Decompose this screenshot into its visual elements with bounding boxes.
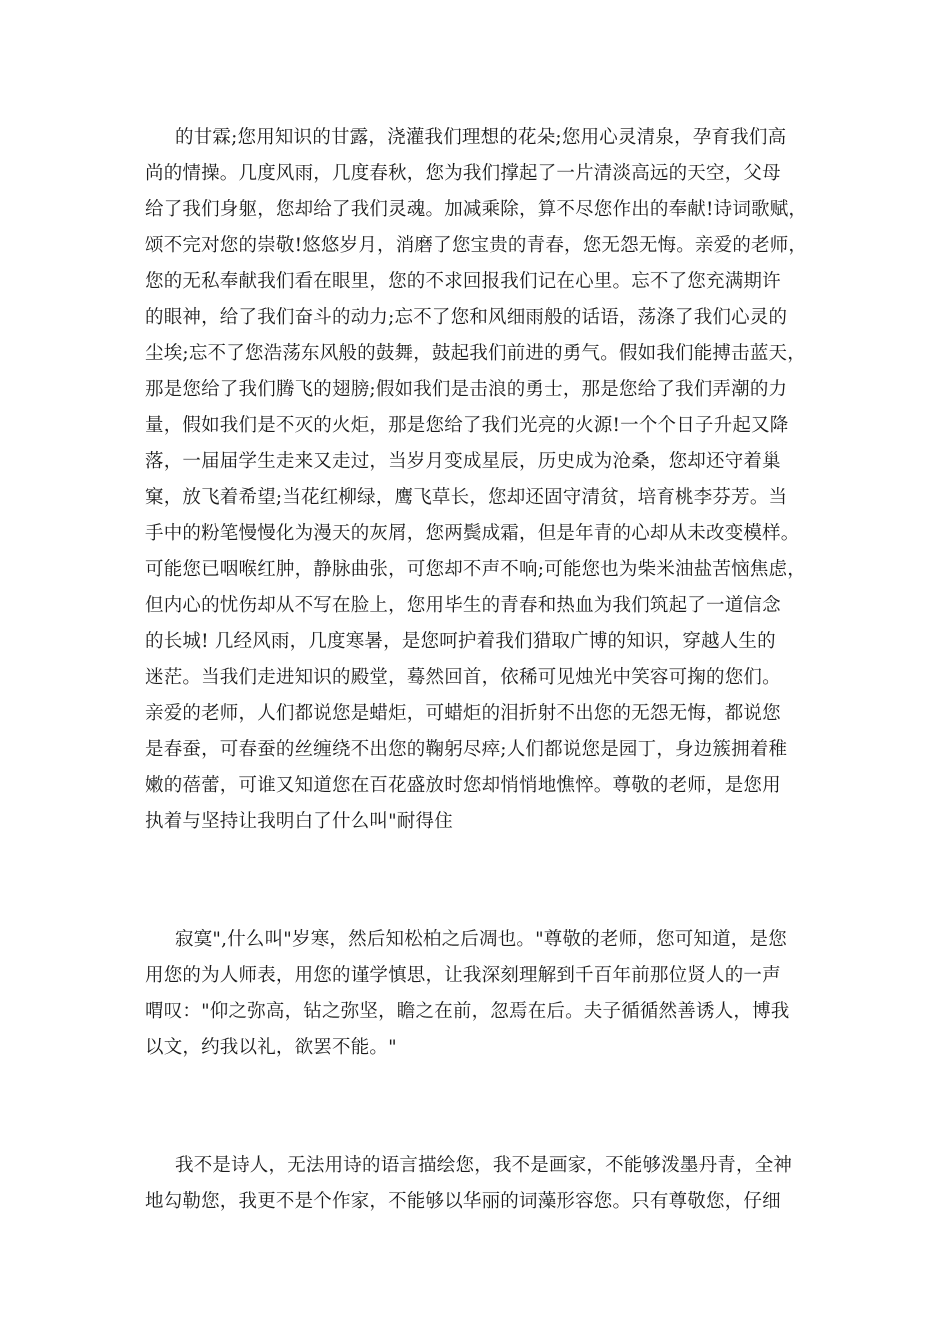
text-line: 寂寞",什么叫"岁寒，然后知松柏之后凋也。"尊敬的老师，您可知道，是您 [175, 929, 787, 950]
text-line: 我不是诗人，无法用诗的语言描绘您，我不是画家，不能够泼墨丹青，全神 [175, 1155, 793, 1176]
text-line: 亲爱的老师，人们都说您是蜡炬，可蜡炬的泪折射不出您的无怨无悔，都说您 [145, 703, 781, 724]
text-line: 那是您给了我们腾飞的翅膀;假如我们是击浪的勇士，那是您给了我们弄潮的力 [145, 379, 788, 400]
text-line: 可能您已咽喉红肿，静脉曲张，可您却不声不响;可能您也为柴米油盐苦恼焦虑， [145, 559, 806, 580]
text-line: 喟叹："仰之弥高，钻之弥坚，瞻之在前，忽焉在后。夫子循循然善诱人，博我 [145, 1001, 790, 1022]
text-line: 但内心的忧伤却从不写在脸上，您用毕生的青春和热血为我们筑起了一道信念 [145, 595, 781, 616]
text-line: 地勾勒您，我更不是个作家，不能够以华丽的词藻形容您。只有尊敬您，仔细 [145, 1191, 781, 1212]
text-line: 的眼神，给了我们奋斗的动力;忘不了您和风细雨般的话语，荡涤了我们心灵的 [145, 307, 788, 328]
text-line: 的甘霖;您用知识的甘露，浇灌我们理想的花朵;您用心灵清泉，孕育我们高 [175, 127, 787, 148]
text-line: 执着与坚持让我明白了什么叫"耐得住 [145, 811, 453, 832]
text-line: 颂不完对您的崇敬!悠悠岁月，消磨了您宝贵的青春，您无怨无悔。亲爱的老师， [145, 235, 808, 256]
text-line: 量，假如我们是不灭的火炬，那是您给了我们光亮的火源!一个个日子升起又降 [145, 415, 789, 436]
text-line: 用您的为人师表，用您的谨学慎思，让我深刻理解到千百年前那位贤人的一声 [145, 965, 781, 986]
text-line: 嫩的蓓蕾，可谁又知道您在百花盛放时您却悄悄地憔悴。尊敬的老师，是您用 [145, 775, 781, 796]
text-line: 是春蚕，可春蚕的丝缠绕不出您的鞠躬尽瘁;人们都说您是园丁，身边簇拥着稚 [145, 739, 788, 760]
text-line: 的长城! 几经风雨，几度寒暑，是您呵护着我们猎取广博的知识，穿越人生的 [145, 631, 776, 652]
text-line: 尚的情操。几度风雨，几度春秋，您为我们撑起了一片清淡高远的天空，父母 [145, 163, 781, 184]
paragraph-3 [145, 1148, 825, 1220]
text-line: 窠，放飞着希望;当花红柳绿，鹰飞草长，您却还固守清贫，培育桃李芬芳。当 [145, 487, 788, 508]
paragraph-1 [145, 120, 825, 840]
text-line: 尘埃;忘不了您浩荡东风般的鼓舞，鼓起我们前进的勇气。假如我们能搏击蓝天， [145, 343, 806, 364]
text-line: 以文，约我以礼，欲罢不能。" [145, 1037, 397, 1058]
text-line: 手中的粉笔慢慢化为漫天的灰屑，您两鬓成霜，但是年青的心却从未改变模样。 [145, 523, 800, 544]
text-line: 您的无私奉献我们看在眼里，您的不求回报我们记在心里。忘不了您充满期许 [145, 271, 781, 292]
text-line: 迷茫。当我们走进知识的殿堂，蓦然回首，依稀可见烛光中笑容可掬的您们。 [145, 667, 781, 688]
text-line: 给了我们身躯，您却给了我们灵魂。加减乘除，算不尽您作出的奉献!诗词歌赋， [145, 199, 808, 220]
paragraph-2 [145, 922, 825, 1066]
text-line: 落，一届届学生走来又走过，当岁月变成星辰，历史成为沧桑，您却还守着巢 [145, 451, 781, 472]
